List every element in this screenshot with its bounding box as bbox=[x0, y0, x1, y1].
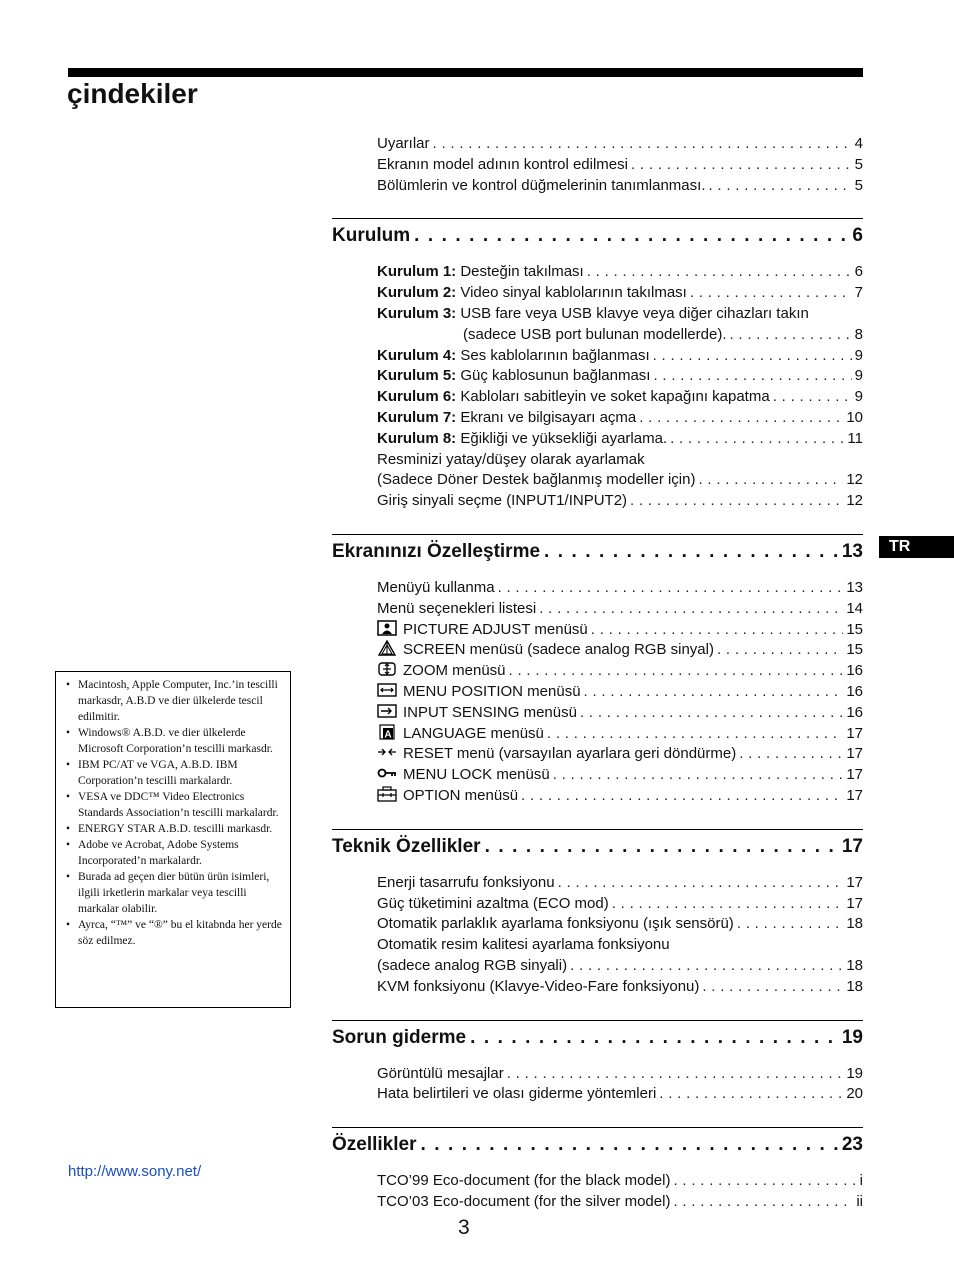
toc-entry[interactable] bbox=[377, 283, 863, 304]
leader-dots bbox=[653, 346, 852, 367]
entry-text: TCO’03 Eco-document (for the silver model) bbox=[377, 1192, 671, 1210]
entry-text: MENU LOCK menüsü bbox=[403, 766, 550, 784]
entry-page: 13 bbox=[846, 578, 863, 596]
entry-page: 16 bbox=[846, 662, 863, 680]
toc-entry[interactable] bbox=[377, 661, 863, 682]
toc-entry[interactable] bbox=[377, 1084, 863, 1105]
trademark-note: • Burada ad geçen dier bütün ürün isimleri, ilgili irketlerin markalar veya tescilli markalar olabilir. bbox=[66, 869, 282, 917]
entry-label: Kurulum 1: bbox=[377, 263, 457, 281]
leader-dots bbox=[739, 744, 843, 765]
section-heading[interactable] bbox=[332, 1133, 863, 1157]
toc-entry[interactable] bbox=[377, 786, 863, 807]
entry-text: OPTION menüsü bbox=[403, 786, 519, 804]
leader-dots bbox=[630, 491, 843, 512]
menu-position-icon bbox=[377, 682, 397, 698]
toc-entry[interactable] bbox=[377, 640, 863, 661]
entry-page: 16 bbox=[846, 682, 863, 700]
entry-text: Ekranın model adının kontrol edilmesi bbox=[377, 155, 628, 173]
toc-entry[interactable] bbox=[377, 935, 863, 956]
entry-page: 8 bbox=[854, 325, 863, 343]
entry-page: 15 bbox=[846, 620, 863, 638]
trademark-notes bbox=[55, 671, 291, 1008]
trademark-note: • IBM PC/AT ve VGA, A.B.D. IBM Corporation’n tescilli markalardr. bbox=[66, 757, 282, 789]
entry-text: Kabloları sabitleyin ve soket kapağını kapatma bbox=[460, 388, 770, 406]
section-heading[interactable] bbox=[332, 224, 863, 248]
toc-entry[interactable] bbox=[377, 387, 863, 408]
entry-page: 11 bbox=[847, 429, 863, 447]
section-page: 17 bbox=[841, 835, 863, 857]
toc-entry-continuation[interactable] bbox=[377, 956, 863, 977]
input-sensing-icon bbox=[377, 703, 397, 719]
entry-page: 4 bbox=[854, 135, 863, 152]
section-heading[interactable] bbox=[332, 835, 863, 859]
entry-text: TCO’99 Eco-document (for the black model) bbox=[377, 1172, 671, 1190]
section-title: Sorun giderme bbox=[332, 1026, 467, 1048]
entry-label: Kurulum 6: bbox=[377, 388, 457, 406]
leader-dots bbox=[612, 894, 844, 915]
leader-dots bbox=[690, 283, 852, 304]
leader-dots bbox=[544, 540, 838, 564]
zoom-icon bbox=[377, 661, 397, 677]
toc-entry[interactable] bbox=[377, 1192, 863, 1213]
entry-text: INPUT SENSING menüsü bbox=[403, 703, 577, 721]
entry-page: 18 bbox=[846, 915, 863, 933]
entry-text: KVM fonksiyonu (Klavye-Video-Fare fonksiyonu) bbox=[377, 977, 700, 995]
toc-entry[interactable] bbox=[377, 682, 863, 703]
entry-text: SCREEN menüsü (sadece analog RGB sinyal) bbox=[403, 641, 714, 659]
entry-text: Uyarılar bbox=[377, 135, 430, 152]
leader-dots bbox=[570, 956, 843, 977]
entry-label: Kurulum 2: bbox=[377, 284, 457, 302]
svg-text:A: A bbox=[384, 729, 392, 740]
leader-dots bbox=[717, 640, 843, 661]
entry-text: Hata belirtileri ve olası giderme yöntemleri bbox=[377, 1085, 657, 1103]
toc-entry-continuation[interactable] bbox=[377, 325, 863, 346]
leader-dots bbox=[631, 155, 852, 176]
section-page: 13 bbox=[841, 540, 863, 562]
entry-page: 14 bbox=[846, 599, 863, 617]
entry-label: Kurulum 4: bbox=[377, 346, 457, 364]
entry-page: 18 bbox=[846, 956, 863, 974]
entry-page: ii bbox=[856, 1192, 863, 1210]
screen-icon bbox=[377, 640, 397, 656]
entry-page: 9 bbox=[854, 346, 863, 364]
toc-entry[interactable] bbox=[377, 724, 863, 745]
leader-dots bbox=[580, 703, 843, 724]
entry-page: 20 bbox=[846, 1085, 863, 1103]
toc-entry[interactable] bbox=[377, 408, 863, 429]
toc-section bbox=[332, 534, 863, 807]
leader-dots bbox=[547, 724, 843, 745]
entry-text: Güç tüketimini azaltma (ECO mod) bbox=[377, 894, 609, 912]
entry-text: Güç kablosunun bağlanması bbox=[460, 367, 651, 385]
entry-text: (sadece analog RGB sinyali) bbox=[377, 956, 568, 974]
page-title: çindekiler bbox=[67, 78, 198, 109]
entry-page: 17 bbox=[846, 786, 863, 804]
leader-dots bbox=[433, 134, 852, 155]
toc-entry[interactable] bbox=[377, 450, 863, 471]
toc-entry[interactable] bbox=[377, 491, 863, 512]
leader-dots bbox=[553, 765, 844, 786]
entry-page: 17 bbox=[846, 745, 863, 763]
sony-url-link[interactable]: http://www.sony.net/ bbox=[68, 1163, 202, 1180]
entry-text: LANGUAGE menüsü bbox=[403, 724, 544, 742]
entry-page: 18 bbox=[846, 977, 863, 995]
entry-page: 5 bbox=[854, 155, 863, 173]
leader-dots bbox=[539, 599, 843, 620]
leader-dots bbox=[773, 387, 852, 408]
entry-text: Resminizi yatay/düşey olarak ayarlamak bbox=[377, 450, 645, 468]
leader-dots bbox=[729, 325, 851, 346]
trademark-note: • Windows® A.B.D. ve dier ülkelerde Microsoft Corporation’n tescilli markasdr. bbox=[66, 725, 282, 757]
toc-entry[interactable] bbox=[377, 977, 863, 998]
toc-entry[interactable] bbox=[377, 176, 863, 197]
trademark-note: • VESA ve DDC™ Video Electronics Standards Association’n tescilli markalardr. bbox=[66, 789, 282, 821]
toc-section bbox=[332, 1020, 863, 1106]
entry-page: 12 bbox=[846, 471, 863, 489]
table-of-contents bbox=[332, 134, 863, 1213]
toc-entry[interactable] bbox=[377, 134, 863, 155]
entry-label: Kurulum 3: bbox=[377, 304, 457, 322]
entry-page: 17 bbox=[846, 894, 863, 912]
entry-page: 17 bbox=[846, 873, 863, 891]
entry-text: Desteğin takılması bbox=[460, 263, 584, 281]
trademark-note: • Adobe ve Acrobat, Adobe Systems Incorporated’n markalardr. bbox=[66, 837, 282, 869]
leader-dots bbox=[591, 620, 844, 641]
leader-dots bbox=[521, 786, 843, 807]
entry-page: 9 bbox=[854, 367, 863, 385]
toc-entry[interactable] bbox=[377, 1171, 863, 1192]
option-icon bbox=[377, 786, 397, 802]
entry-page: 17 bbox=[846, 766, 863, 784]
leader-dots bbox=[702, 977, 843, 998]
entry-page: 15 bbox=[846, 641, 863, 659]
trademark-note: • Ayrca, “™” ve “®” bu el kitabnda her yerde söz edilmez. bbox=[66, 917, 282, 949]
section-title: Ekranınızı Özelleştirme bbox=[332, 540, 541, 562]
entry-page: 19 bbox=[846, 1064, 863, 1082]
section-title: Teknik Özellikler bbox=[332, 835, 481, 857]
toc-entry[interactable] bbox=[377, 703, 863, 724]
entry-text: PICTURE ADJUST menüsü bbox=[403, 620, 588, 638]
leader-dots bbox=[639, 408, 843, 429]
leader-dots bbox=[507, 1064, 844, 1085]
leader-dots bbox=[698, 470, 843, 491]
section-title: Özellikler bbox=[332, 1134, 417, 1156]
toc-entry[interactable] bbox=[377, 578, 863, 599]
toc-entry[interactable] bbox=[377, 599, 863, 620]
toc-section bbox=[332, 829, 863, 998]
picture-icon bbox=[377, 620, 397, 636]
entry-text: (Sadece Döner Destek bağlanmış modeller için) bbox=[377, 471, 696, 489]
section-heading[interactable] bbox=[332, 540, 863, 564]
leader-dots bbox=[509, 661, 844, 682]
leader-dots bbox=[673, 1171, 856, 1192]
section-page: 23 bbox=[841, 1134, 863, 1156]
leader-dots bbox=[708, 176, 851, 197]
leader-dots bbox=[558, 873, 844, 894]
toc-entry[interactable] bbox=[377, 1064, 863, 1085]
entry-label: Kurulum 8: bbox=[377, 429, 457, 447]
entry-text: (sadece USB port bulunan modellerde). bbox=[463, 325, 727, 343]
entry-page: i bbox=[859, 1172, 863, 1190]
toc-entry[interactable] bbox=[377, 155, 863, 176]
entry-page: 17 bbox=[846, 724, 863, 742]
entry-text: Görüntülü mesajlar bbox=[377, 1064, 504, 1082]
entry-page: 16 bbox=[846, 703, 863, 721]
toc-entry[interactable] bbox=[377, 873, 863, 894]
leader-dots bbox=[498, 578, 844, 599]
section-title: Kurulum bbox=[332, 225, 411, 247]
entry-page: 6 bbox=[854, 263, 863, 281]
entry-label: Kurulum 5: bbox=[377, 367, 457, 385]
entry-text: Video sinyal kablolarının takılması bbox=[460, 284, 687, 302]
entry-page: 9 bbox=[854, 388, 863, 406]
leader-dots bbox=[584, 682, 844, 703]
entry-text: Ekranı ve bilgisayarı açma bbox=[460, 408, 637, 426]
entry-text: MENU POSITION menüsü bbox=[403, 682, 581, 700]
toc-entry[interactable] bbox=[377, 429, 863, 450]
entry-text: Giriş sinyali seçme (INPUT1/INPUT2) bbox=[377, 492, 628, 510]
entry-text: Otomatik resim kalitesi ayarlama fonksiyonu bbox=[377, 936, 670, 954]
toc-entry[interactable] bbox=[377, 765, 863, 786]
toc-entry[interactable] bbox=[377, 620, 863, 641]
entry-label: Kurulum 7: bbox=[377, 408, 457, 426]
toc-entry[interactable] bbox=[377, 262, 863, 283]
page-number: 3 bbox=[458, 1216, 470, 1239]
toc-entry[interactable] bbox=[377, 914, 863, 935]
key-icon bbox=[377, 765, 397, 781]
section-page: 6 bbox=[852, 225, 863, 247]
trademark-note: • Macintosh, Apple Computer, Inc.’in tescilli markasdr, A.B.D ve dier ülkelerde tescil edilmitir. bbox=[66, 677, 282, 725]
toc-entry[interactable] bbox=[377, 304, 863, 325]
leader-dots bbox=[653, 366, 851, 387]
entry-page: 12 bbox=[846, 492, 863, 510]
language-icon bbox=[377, 724, 397, 740]
entry-text: Enerji tasarrufu fonksiyonu bbox=[377, 873, 555, 891]
toc-entry[interactable] bbox=[377, 894, 863, 915]
toc-entry[interactable] bbox=[377, 366, 863, 387]
entry-page: 7 bbox=[854, 284, 863, 302]
leader-dots bbox=[737, 914, 844, 935]
section-heading[interactable] bbox=[332, 1026, 863, 1050]
entry-text: RESET menü (varsayılan ayarlara geri döndürme) bbox=[403, 745, 737, 763]
toc-entry[interactable] bbox=[377, 346, 863, 367]
entry-text: Bölümlerin ve kontrol düğmelerinin tanımlanması. bbox=[377, 176, 706, 194]
entry-text: Eğikliği ve yüksekliği ayarlama. bbox=[460, 429, 668, 447]
entry-text: ZOOM menüsü bbox=[403, 662, 506, 680]
leader-dots bbox=[485, 835, 838, 859]
toc-entry-continuation[interactable] bbox=[377, 470, 863, 491]
leader-dots bbox=[421, 1133, 838, 1157]
language-tab: TR bbox=[879, 536, 954, 558]
title-bar bbox=[68, 68, 863, 77]
entry-text: Menü seçenekleri listesi bbox=[377, 599, 537, 617]
leader-dots bbox=[670, 429, 844, 450]
entry-text: USB fare veya USB klavye veya diğer cihazları takın bbox=[460, 304, 809, 322]
entry-text: Menüyü kullanma bbox=[377, 578, 495, 596]
leader-dots bbox=[414, 224, 848, 248]
entry-page: 10 bbox=[846, 408, 863, 426]
entry-page: 5 bbox=[854, 176, 863, 194]
leader-dots bbox=[587, 262, 852, 283]
toc-section bbox=[332, 218, 863, 512]
reset-icon bbox=[377, 744, 397, 760]
leader-dots bbox=[470, 1026, 838, 1050]
entry-text: Otomatik parlaklık ayarlama fonksiyonu (ışık sensörü) bbox=[377, 915, 734, 933]
section-page: 19 bbox=[841, 1026, 863, 1048]
leader-dots bbox=[659, 1084, 843, 1105]
toc-entry[interactable] bbox=[377, 744, 863, 765]
entry-text: Ses kablolarının bağlanması bbox=[460, 346, 650, 364]
trademark-note: • ENERGY STAR A.B.D. tescilli markasdr. bbox=[66, 821, 282, 837]
leader-dots bbox=[673, 1192, 853, 1213]
toc-section bbox=[332, 1127, 863, 1213]
